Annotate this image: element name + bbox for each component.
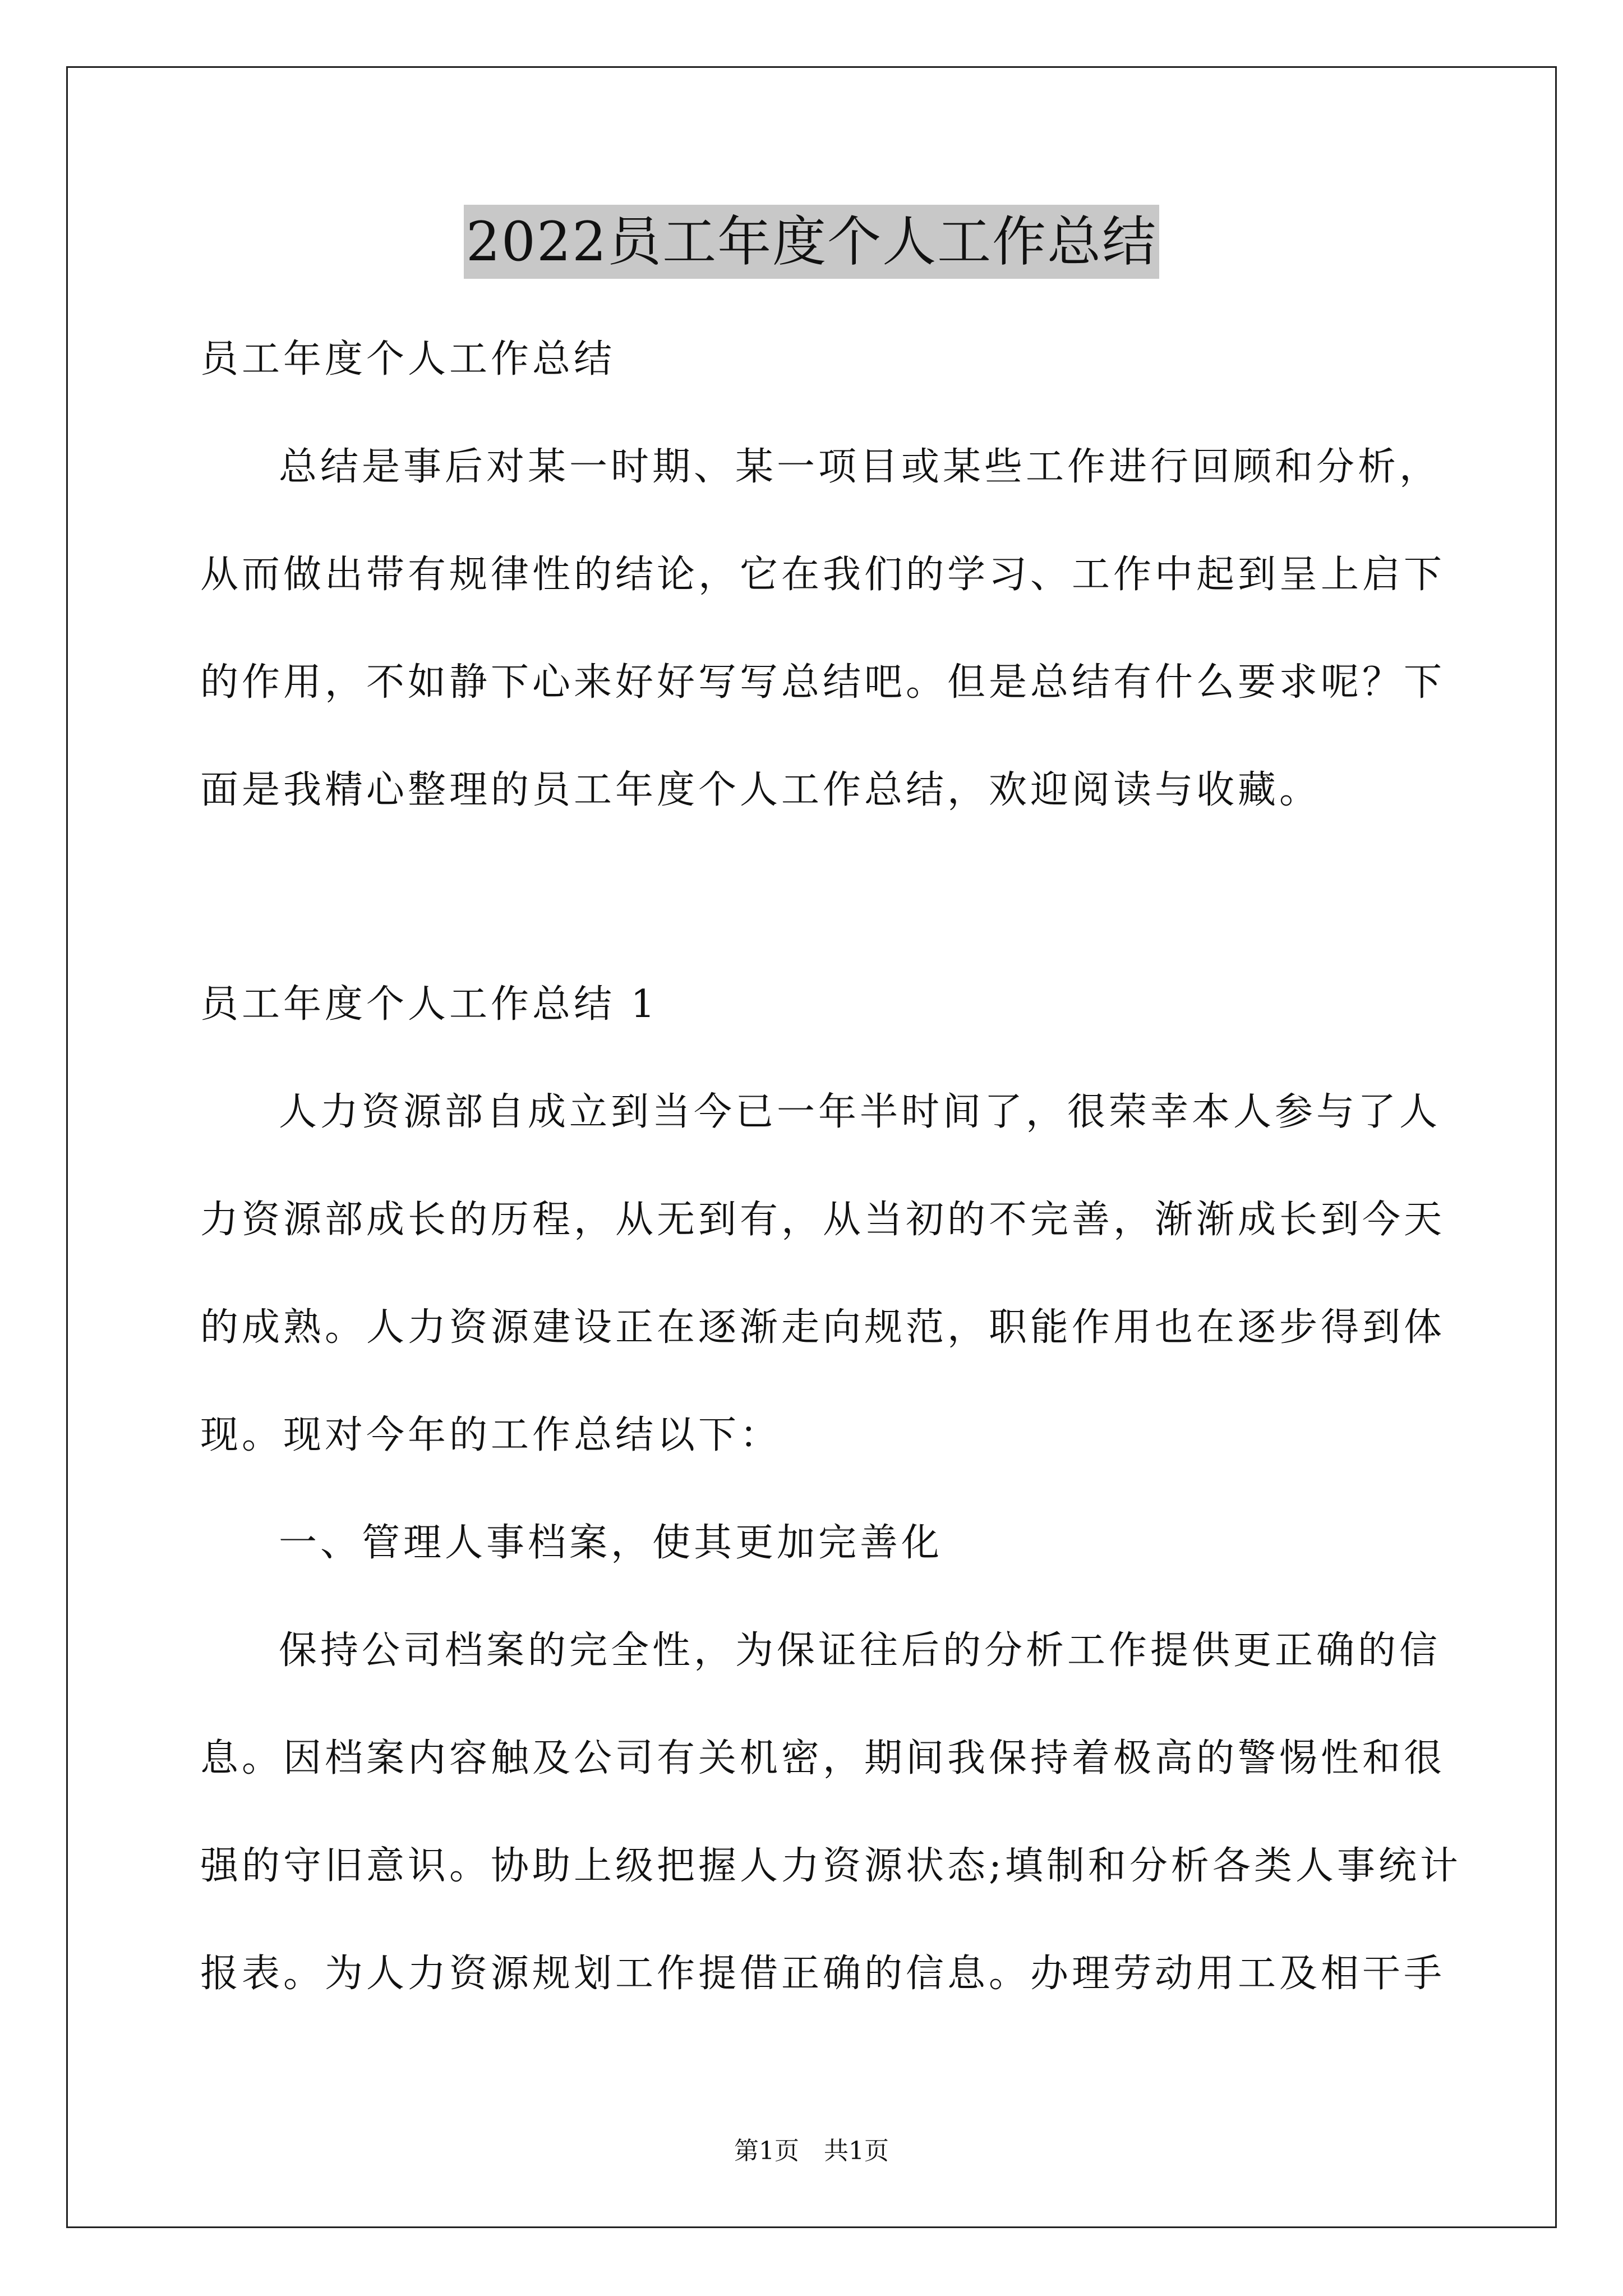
paragraph-line: 一、管理人事档案，使其更加完善化 [279, 1521, 943, 1565]
paragraph-line: 息。因档案内容触及公司有关机密，期间我保持着极高的警惕性和很 [200, 1736, 1446, 1780]
paragraph-line: 强的守旧意识。协助上级把握人力资源状态;填制和分析各类人事统计 [200, 1844, 1461, 1888]
paragraph-line: 力资源部成长的历程，从无到有，从当初的不完善，渐渐成长到今天 [200, 1198, 1446, 1242]
paragraph-line: 员工年度个人工作总结 1 [200, 982, 658, 1027]
page-number: 第1页 [734, 2137, 799, 2165]
paragraph-line: 人力资源部自成立到当今已一年半时间了，很荣幸本人参与了人 [279, 1090, 1441, 1134]
paragraph-line: 面是我精心整理的员工年度个人工作总结，欢迎阅读与收藏。 [200, 768, 1321, 812]
paragraph-line: 员工年度个人工作总结 [200, 337, 616, 381]
paragraph-line: 现。现对今年的工作总结以下： [200, 1413, 782, 1457]
paragraph-line: 总结是事后对某一时期、某一项目或某些工作进行回顾和分析， [279, 445, 1441, 489]
page-footer [0, 2134, 1623, 2168]
paragraph-line: 的成熟。人力资源建设正在逐渐走向规范，职能作用也在逐步得到体 [200, 1305, 1446, 1350]
page-total: 共1页 [824, 2137, 889, 2165]
paragraph-line: 保持公司档案的完全性，为保证往后的分析工作提供更正确的信 [279, 1628, 1441, 1673]
paragraph-line: 的作用，不如静下心来好好写写总结吧。但是总结有什么要求呢？下 [200, 660, 1446, 705]
document-body [200, 306, 1461, 2028]
paragraph-line: 从而做出带有规律性的结论，它在我们的学习、工作中起到呈上启下 [200, 553, 1446, 597]
title-container [0, 205, 1623, 279]
document-title: 2022员工年度个人工作总结 [464, 205, 1159, 279]
paragraph-line: 报表。为人力资源规划工作提借正确的信息。办理劳动用工及相干手 [200, 1952, 1446, 1996]
